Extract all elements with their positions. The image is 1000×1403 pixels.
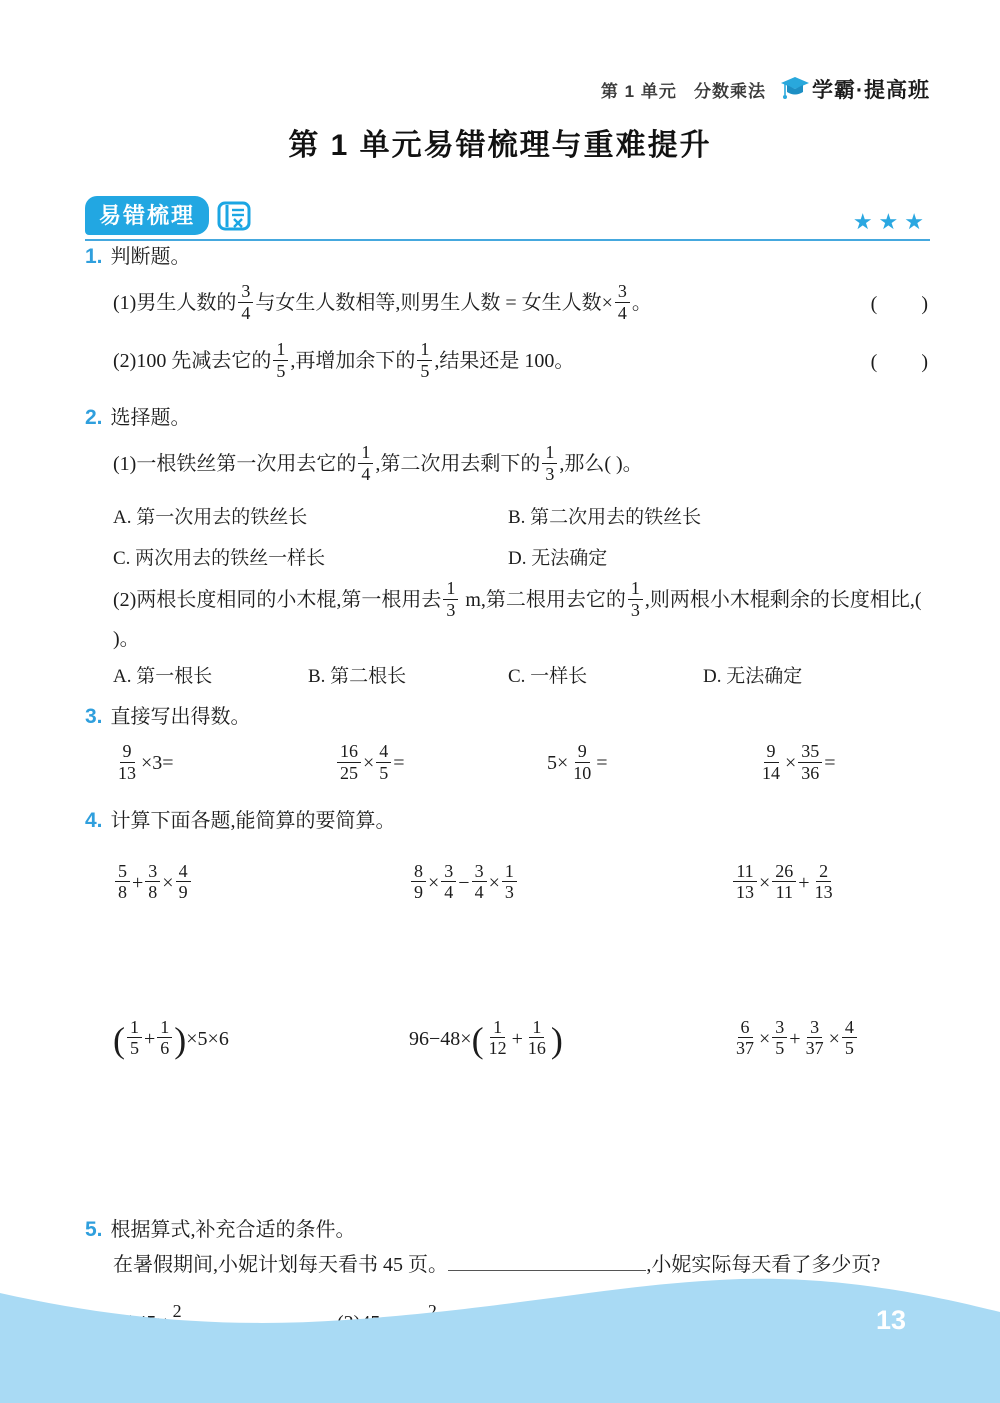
problem: ( $\frac{1}{5}$ + $\frac{1}{6}$ )×5×6 — [113, 1016, 229, 1060]
option-b: B. 第二根长 — [308, 666, 407, 688]
question-5-number: 5. — [85, 1217, 103, 1241]
problem: 5× $\frac{9}{10}$ = — [547, 741, 608, 784]
option-c: C. 一样长 — [508, 666, 588, 688]
page-title: 第 1 单元易错梳理与重难提升 — [288, 129, 712, 162]
header-topic: 分数乘法 — [694, 81, 766, 101]
question-2-item-1 — [85, 436, 930, 494]
brand-label: 学霸·提高班 — [812, 79, 930, 102]
statement: (1)一根铁丝第一次用去它的 $\frac{1}{4}$ ,第二次用去剩下的 $\frac{1}{3}$ ,那么( )。 — [113, 441, 643, 484]
option-b: B. 第二次用去的铁丝长 — [508, 507, 702, 528]
answer-blank: ( ) — [870, 292, 930, 315]
problem: $\frac{8}{9}$ × $\frac{3}{4}$ − $\frac{3}{4}$ × $\frac{1}{3}$ — [409, 863, 731, 905]
question-2-item-2-options — [85, 661, 930, 688]
question-3-problems — [85, 743, 930, 785]
question-3-label: 直接写出得数。 — [110, 706, 251, 729]
header-unit-topic — [601, 77, 766, 102]
option-d: D. 无法确定 — [703, 666, 803, 688]
page-header — [601, 74, 930, 104]
question-4-label: 计算下面各题,能简算的要简算。 — [110, 809, 396, 832]
question-1-label: 判断题。 — [110, 246, 191, 268]
question-2-label: 选择题。 — [110, 407, 191, 429]
question-1-item-2 — [85, 333, 930, 391]
footer-wave — [0, 1268, 1000, 1403]
question-4-row-1 — [85, 849, 930, 919]
question-1-head — [85, 240, 930, 269]
exercise-book-icon — [217, 201, 251, 231]
question-2-item-1-options — [85, 502, 930, 570]
section-bar — [85, 196, 930, 241]
problem: $\frac{6}{37}$ × $\frac{3}{5}$ + $\frac{3}{37}$ × $\frac{4}{5}$ — [731, 1019, 930, 1061]
section-left — [85, 196, 251, 235]
problem: $\frac{5}{8}$ + $\frac{3}{8}$ × $\frac{4}{9}$ — [113, 863, 409, 905]
answer-blank: ( ) — [870, 350, 930, 373]
problem: $\frac{11}{13}$ × $\frac{26}{11}$ + $\frac{2}{13}$ — [731, 863, 930, 905]
problem: $\frac{9}{13}$ ×3= — [118, 741, 174, 784]
statement: (2)100 先减去它的 $\frac{1}{5}$ ,再增加余下的 $\frac{1}{5}$ ,结果还是 100。 — [113, 338, 575, 381]
question-4-number: 4. — [85, 808, 103, 832]
question-2-number: 2. — [85, 406, 103, 429]
problem: $\frac{16}{25}$ × $\frac{4}{5}$ = — [335, 743, 547, 785]
option-a: A. 第一根长 — [113, 666, 213, 688]
option-a: A. 第一次用去的铁丝长 — [113, 507, 308, 528]
difficulty-stars: ★★★ — [852, 209, 930, 234]
problem: $\frac{9}{14}$ × $\frac{35}{36}$ = — [762, 741, 836, 784]
question-5-label: 根据算式,补充合适的条件。 — [110, 1218, 356, 1241]
question-1-item-1 — [85, 275, 930, 333]
brand-logo — [780, 74, 930, 104]
question-3-head — [85, 700, 930, 729]
page-number: 13 — [876, 1305, 907, 1335]
header-unit: 第 1 单元 — [600, 81, 677, 101]
option-c: C. 两次用去的铁丝一样长 — [113, 548, 326, 569]
question-3-number: 3. — [85, 705, 103, 729]
question-4-row-2 — [85, 1005, 930, 1075]
section-badge: 易错梳理 — [85, 196, 209, 235]
graduation-cap-icon — [780, 75, 810, 103]
question-1-number: 1. — [85, 245, 103, 268]
question-2-item-2 — [85, 580, 930, 651]
question-4-head — [85, 804, 930, 833]
problem: 2 — [113, 1303, 337, 1345]
statement: (1)男生人数的 $\frac{3}{4}$ 与女生人数相等,则男生人数 = 女生人数× $\frac{3}{4}$ 。 — [113, 280, 652, 323]
problem: 96−48×( $\frac{1}{12}$ + $\frac{1}{16}$ ) — [409, 1016, 563, 1060]
question-5-head — [85, 1213, 930, 1242]
option-d: D. 无法确定 — [508, 548, 608, 569]
question-5-intro: 在暑假期间,小妮计划每天看书 45 页。 ,小妮实际每天看了多少页? — [85, 1248, 930, 1277]
statement: (2)两根长度相同的小木棍,第一根用去 $\frac{1}{3}$ m,第二根用去它的 $\frac{1}{3}$ ,则两根小木棍剩余的长度相比,( )。 — [113, 578, 922, 651]
question-2-head — [85, 401, 930, 430]
content — [85, 240, 930, 1345]
problem: 2 — [337, 1303, 589, 1345]
